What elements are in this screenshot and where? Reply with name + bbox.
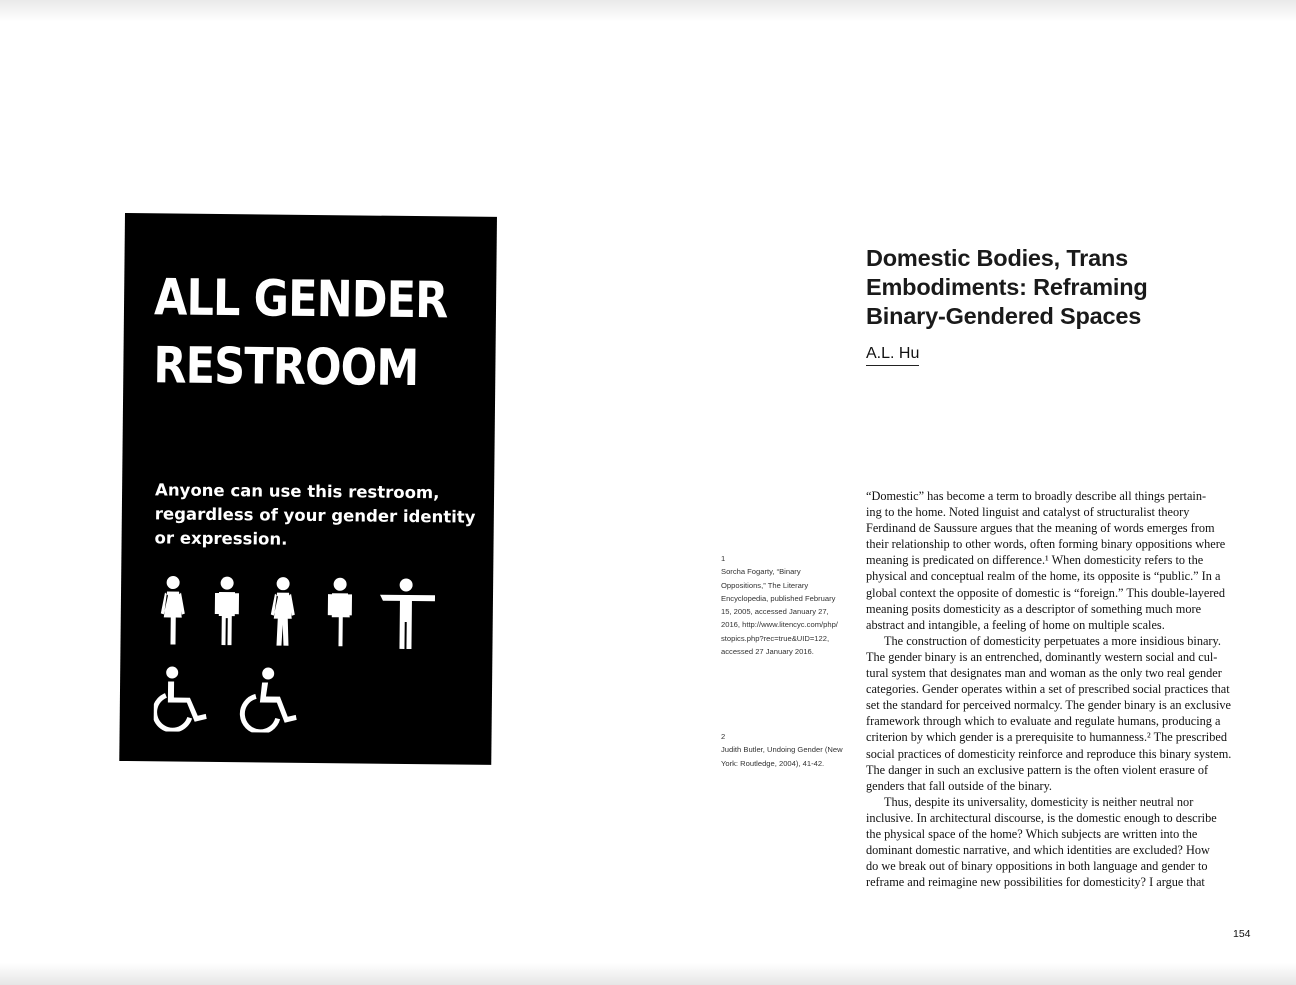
footnote-line: 15, 2005, accessed January 27, xyxy=(721,607,829,617)
footnote-line: Encyclopedia, published February xyxy=(721,593,836,603)
body-line: The danger in such an exclusive pattern is the often violent erasure of xyxy=(866,762,1209,777)
person-arms-out-icon xyxy=(378,578,437,651)
sign-title-line: ALL GENDER xyxy=(153,268,448,330)
sign-message-line: regardless of your gender identity xyxy=(154,504,476,527)
body-line: framework through which to evaluate and regulate humans, producing a xyxy=(866,714,1221,729)
bottom-shadow xyxy=(0,963,1296,985)
body-line: ing to the home. Noted linguist and catalyst of structuralist theory xyxy=(866,505,1190,520)
footnote-line: York: Routledge, 2004), 41-42. xyxy=(721,758,825,768)
footnote-line: accessed 27 January 2016. xyxy=(721,647,814,657)
body-line: inclusive. In architectural discourse, is the domestic enough to describe xyxy=(866,810,1217,825)
footnote-1 xyxy=(721,552,856,658)
body-line: set the standard for perceived normalcy. The gender binary is an exclusive xyxy=(866,698,1232,713)
body-line: meaning is predicated on difference.¹ When domesticity refers to the xyxy=(866,553,1204,568)
footnote-2 xyxy=(721,730,856,770)
sign-message-line: Anyone can use this restroom, xyxy=(155,480,440,503)
body-line: social practices of domesticity reinforce and reproduce this binary system. xyxy=(866,746,1232,761)
sign-message xyxy=(154,478,475,553)
footnote-number: 2 xyxy=(721,732,726,741)
footnote-line: stopics.php?rec=true&UID=122, xyxy=(721,633,830,643)
article-body xyxy=(866,488,1256,890)
sign-title-line: RESTROOM xyxy=(153,336,419,398)
wheelchair-icon xyxy=(238,666,301,733)
body-line: Thus, despite its universality, domesticity is neither neutral nor xyxy=(884,794,1194,809)
page-number: 154 xyxy=(1233,928,1251,940)
body-line: categories. Gender operates within a set of prescribed social practices that xyxy=(866,682,1230,697)
body-line: tural system that designates man and woman as the only two real gender xyxy=(866,666,1222,681)
article-title-line: Embodiments: Reframing xyxy=(866,274,1148,300)
body-line: meaning posits domesticity as a descriptor of something much more xyxy=(866,601,1202,616)
person-icon xyxy=(324,577,355,647)
article-title-line: Binary-Gendered Spaces xyxy=(866,303,1142,329)
sign-title xyxy=(153,263,448,402)
author-name: A.L. Hu xyxy=(866,345,919,366)
wheelchair-icon xyxy=(154,665,213,732)
body-line: Ferdinand de Saussure argues that the meaning of words emerges from xyxy=(866,521,1215,536)
woman-icon xyxy=(266,577,299,647)
body-line: reframe and reimagine new possibilities for domesticity? I argue that xyxy=(866,875,1205,890)
body-line: genders that fall outside of the binary. xyxy=(866,778,1052,793)
body-line: abstract and intangible, a feeling of home on multiple scales. xyxy=(866,617,1165,632)
body-line: The gender binary is an entrenched, dominantly western social and cul- xyxy=(866,649,1218,664)
body-line: “Domestic” has become a term to broadly describe all things pertain- xyxy=(866,489,1207,503)
man-icon xyxy=(212,576,241,646)
all-gender-restroom-sign xyxy=(119,213,497,765)
sign-message-line: or expression. xyxy=(154,528,288,549)
body-line: dominant domestic narrative, and which identities are excluded? How xyxy=(866,843,1210,858)
body-line: their relationship to other words, often forming binary oppositions where xyxy=(866,537,1226,552)
body-line: The construction of domesticity perpetuates a more insidious binary. xyxy=(884,633,1221,648)
woman-icon xyxy=(156,575,189,645)
body-line: do we break out of binary oppositions in both language and gender to xyxy=(866,859,1208,874)
footnote-line: Sorcha Fogarty, “Binary xyxy=(721,567,801,577)
body-line: physical and conceptual realm of the home, its opposite is “public.” In a xyxy=(866,569,1221,584)
body-line: global context the opposite of domestic is “foreign.” This double-layered xyxy=(866,585,1226,600)
footnote-line: 2016, http://www.litencyc.com/php/ xyxy=(721,620,838,630)
footnote-line: Oppositions,” The Literary xyxy=(721,580,809,590)
footnote-number: 1 xyxy=(721,554,726,563)
top-shadow xyxy=(0,0,1296,22)
body-line: criterion by which gender is a prerequisite to humanness.² The prescribed xyxy=(866,730,1227,745)
body-line: the physical space of the home? Which subjects are written into the xyxy=(866,826,1198,841)
article-title-line: Domestic Bodies, Trans xyxy=(866,245,1129,271)
footnote-line: Judith Butler, Undoing Gender (New xyxy=(721,745,843,755)
article-title xyxy=(866,244,1148,331)
